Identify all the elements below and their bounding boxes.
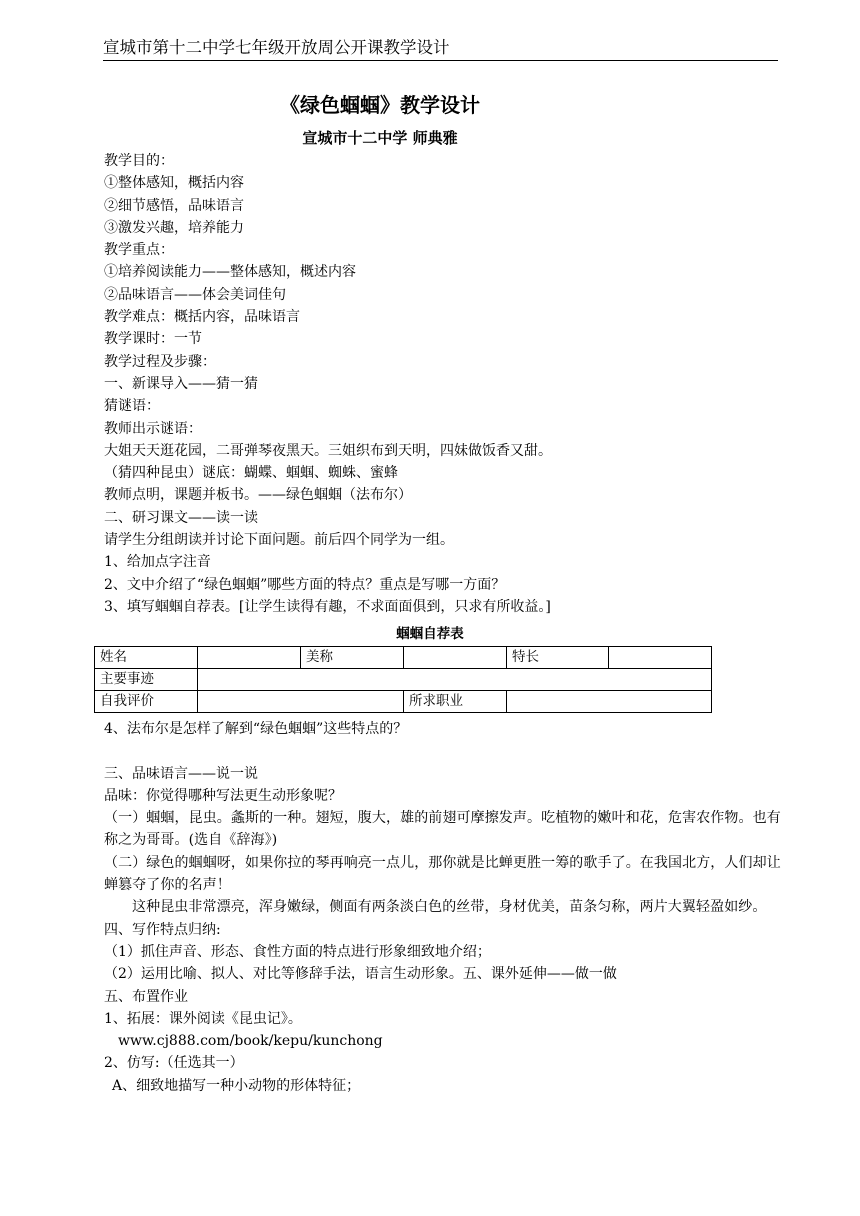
document-author: 宣城市十二中学 师典雅 xyxy=(302,129,458,147)
deeds-cell xyxy=(198,669,712,691)
name-label: 姓名 xyxy=(95,647,198,669)
text-line: 2、文中介绍了“绿色蝈蝈”哪些方面的特点？重点是写哪一方面？ xyxy=(104,576,506,593)
text-line: 1、拓展：课外阅读《昆虫记》。 xyxy=(104,1010,302,1027)
job-label: 所求职业 xyxy=(404,691,507,713)
text-line: 2、仿写:（任选其一） xyxy=(104,1055,244,1072)
text-line: 教师点明，课题并板书。——绿色蝈蝈（法布尔） xyxy=(104,487,412,504)
text-line: 3、填写蝈蝈自荐表。[让学生读得有趣，不求面面俱到，只求有所收益。] xyxy=(104,598,551,615)
text-line: 猜谜语： xyxy=(104,398,160,415)
self-eval-cell xyxy=(198,691,404,713)
text-line: 1、给加点字注音 xyxy=(104,554,211,571)
text-line: ①整体感知，概括内容 xyxy=(104,175,244,192)
recommendation-table xyxy=(94,646,712,713)
lesson-plan-bottom xyxy=(104,718,794,1097)
table-row xyxy=(95,669,712,691)
text-line: ②细节感悟，品味语言 xyxy=(104,197,244,214)
page-header: 宣城市第十二中学七年级开放周公开课教学设计 xyxy=(103,36,778,61)
text-line: A、细致地描写一种小动物的形体特征； xyxy=(112,1077,361,1094)
lesson-plan-top xyxy=(104,150,784,618)
text-line: 教学难点：概括内容，品味语言 xyxy=(104,309,300,326)
text-line: 教学课时：一节 xyxy=(104,331,202,348)
text-line: 品味：你觉得哪种写法更生动形象呢？ xyxy=(104,787,342,804)
reference-url: www.cj888.com/book/kepu/kunchong xyxy=(118,1033,383,1050)
paragraph-dictionary: （一）蝈蝈，昆虫。螽斯的一种。翅短，腹大，雄的前翅可摩擦发声。吃植物的嫩叶和花，危害农作物。也有称之为哥哥。(选自《辞海》) xyxy=(104,810,781,849)
text-line: 大姐天天逛花园，二哥弹琴夜黑天。三姐织布到天明，四妹做饭香又甜。 xyxy=(104,442,552,459)
text-line: ①培养阅读能力——整体感知，概述内容 xyxy=(104,264,356,281)
text-line: 教学过程及步骤： xyxy=(104,353,216,370)
text-line: ③激发兴趣，培养能力 xyxy=(104,219,244,236)
name-cell xyxy=(198,647,301,669)
document-title: 《绿色蝈蝈》教学设计 xyxy=(280,93,480,117)
self-eval-label: 自我评价 xyxy=(95,691,198,713)
text-line: 一、新课导入——猜一猜 xyxy=(104,375,258,392)
text-line: ②品味语言——体会美词佳句 xyxy=(104,286,286,303)
nickname-label: 美称 xyxy=(301,647,404,669)
text-line: （猜四种昆虫）谜底：蝴蝶、蝈蝈、蜘蛛、蜜蜂 xyxy=(104,465,398,482)
table-row xyxy=(95,691,712,713)
specialty-cell xyxy=(609,647,712,669)
table-title: 蝈蝈自荐表 xyxy=(396,626,464,642)
text-line: 教学目的： xyxy=(104,153,174,169)
nickname-cell xyxy=(404,647,507,669)
blank-line xyxy=(104,740,794,762)
deeds-label: 主要事迹 xyxy=(95,669,198,691)
text-line: 四、写作特点归纳: xyxy=(104,921,221,938)
paragraph-literary: （二）绿色的蝈蝈呀，如果你拉的琴再响亮一点儿，那你就是比蝉更胜一筹的歌手了。在我国北方，人们却让蝉篡夺了你的名声！ xyxy=(104,854,781,894)
text-line: 4、法布尔是怎样了解到“绿色蝈蝈”这些特点的？ xyxy=(104,721,408,737)
text-line: 三、品味语言——说一说 xyxy=(104,765,258,782)
paragraph-description: 这种昆虫非常漂亮，浑身嫩绿，侧面有两条淡白色的丝带，身材优美，苗条匀称，两片大翼轻盈如纱。 xyxy=(132,899,767,916)
table-row xyxy=(95,647,712,669)
text-line: 教学重点： xyxy=(104,242,174,259)
specialty-label: 特长 xyxy=(507,647,609,669)
job-cell xyxy=(507,691,712,713)
text-line: （1）抓住声音、形态、食性方面的特点进行形象细致地介绍； xyxy=(104,943,491,960)
text-line: 二、研习课文——读一读 xyxy=(104,509,258,526)
text-line: 五、布置作业 xyxy=(104,988,188,1005)
text-line: 教师出示谜语： xyxy=(104,420,202,437)
text-line: 请学生分组朗读并讨论下面问题。前后四个同学为一组。 xyxy=(104,532,454,549)
text-line: （2）运用比喻、拟人、对比等修辞手法，语言生动形象。五、课外延伸——做一做 xyxy=(104,966,617,983)
